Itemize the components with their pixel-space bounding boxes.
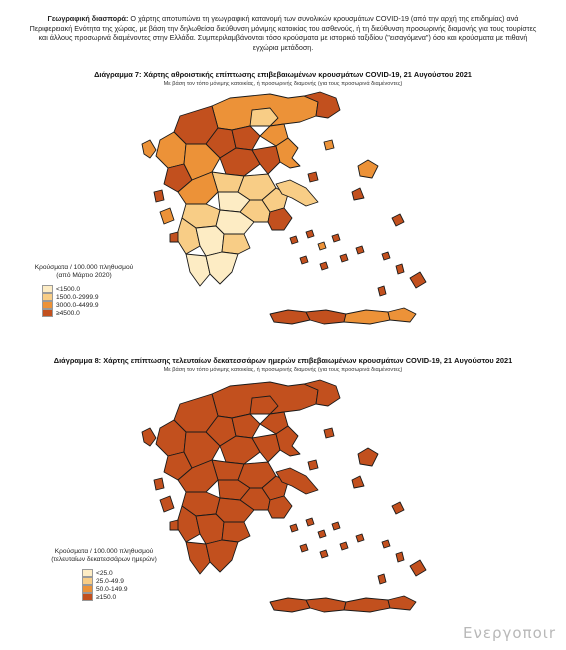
region-shape (392, 214, 404, 226)
region-shape (352, 188, 364, 200)
legend-item (42, 285, 144, 293)
legend-swatch (42, 301, 53, 309)
region-shape (142, 428, 156, 446)
region-shape (270, 310, 310, 324)
region-shape (306, 518, 314, 526)
figure8-title: Διάγραμμα 8: Χάρτης επίπτωσης τελευταίων δεκατεσσάρων ημερών επιβεβαιωμένων κρουσμάτων COVID-19, 21 Αυγούστου 2021 (53, 356, 513, 365)
region-shape (290, 524, 298, 532)
intro-text: Ο χάρτης αποτυπώνει τη γεωγραφική κατανομή των συνολικών κρουσμάτων COVID-19 (από την αρχή της επιδημίας) ανά Περιφερειακή Ενότητα της χώρας, με βάση την δηλωθείσα διεύθυνση μόνιμης κατοικίας του ασθενούς, ή τη διεύθυνση προσωρινής διαμονής για τους τουρίστες και άλλους προσωρινά διαμένοντες στην Ελλάδα. Συμπεριλαμβάνονται τόσο κρούσματα με ιστορικό ταξιδίου ("εισαγόμενα") όσο και κρούσματα με πιθανή εγχώρια μετάδοση. (29, 14, 537, 52)
region-shape (318, 530, 326, 538)
region-shape (160, 208, 174, 224)
legend-swatch (42, 285, 53, 293)
region-shape (356, 246, 364, 254)
region-shape (206, 540, 238, 572)
region-shape (340, 542, 348, 550)
region-shape (396, 264, 404, 274)
legend-item (82, 585, 174, 593)
region-shape (344, 310, 390, 324)
region-shape (268, 208, 292, 230)
figure7-legend (24, 264, 144, 317)
region-shape (320, 262, 328, 270)
legend-label: 25.0-49.9 (96, 577, 124, 585)
region-shape (358, 160, 378, 178)
region-shape (356, 534, 364, 542)
region-shape (232, 126, 260, 150)
region-shape (410, 272, 426, 288)
legend-label: <25.0 (96, 569, 113, 577)
region-shape (382, 540, 390, 548)
figure8-legend (34, 548, 174, 601)
legend-swatch (82, 577, 93, 585)
region-shape (170, 232, 178, 242)
figure7-legend-subtitle: (από Μάρτιο 2020) (56, 272, 112, 279)
legend-label: ≥150.0 (96, 593, 117, 601)
legend-item (42, 309, 144, 317)
region-shape (358, 448, 378, 466)
legend-swatch (82, 593, 93, 601)
region-shape (332, 522, 340, 530)
legend-item (82, 593, 174, 601)
region-shape (308, 172, 318, 182)
region-shape (306, 598, 346, 612)
legend-item (82, 569, 174, 577)
legend-swatch (42, 293, 53, 301)
region-shape (196, 226, 224, 256)
region-shape (332, 234, 340, 242)
region-shape (344, 598, 390, 612)
region-shape (382, 252, 390, 260)
region-shape (388, 308, 416, 322)
region-shape (154, 478, 164, 490)
region-shape (270, 598, 310, 612)
region-shape (154, 190, 164, 202)
region-shape (196, 514, 224, 544)
figure7-title: Διάγραμμα 7: Χάρτης αθροιστικής επίπτωσης επιβεβαιωμένων κρουσμάτων COVID-19, 21 Αυγούστου 2021 (94, 70, 472, 79)
figure8-legend-subtitle: (τελευταίων δεκατεσσάρων ημερών) (51, 556, 157, 563)
legend-swatch (82, 569, 93, 577)
region-shape (378, 286, 386, 296)
region-shape (396, 552, 404, 562)
region-shape (160, 496, 174, 512)
legend-label: <1500.0 (56, 285, 81, 293)
region-shape (268, 496, 292, 518)
region-shape (352, 476, 364, 488)
legend-label: 1500.0-2999.9 (56, 293, 99, 301)
region-shape (324, 428, 334, 438)
region-shape (170, 520, 178, 530)
region-shape (306, 230, 314, 238)
region-shape (222, 234, 250, 254)
region-shape (320, 550, 328, 558)
region-shape (340, 254, 348, 262)
region-shape (290, 236, 298, 244)
watermark-text: Ενεργοποιr (463, 624, 556, 642)
region-shape (318, 242, 326, 250)
legend-label: 50.0-149.9 (96, 585, 128, 593)
intro-label: Γεωγραφική διασπορά: (47, 14, 129, 23)
intro-paragraph (28, 14, 538, 52)
region-shape (300, 256, 308, 264)
legend-swatch (42, 309, 53, 317)
region-shape (388, 596, 416, 610)
legend-item (42, 293, 144, 301)
region-shape (300, 544, 308, 552)
figure7-legend-title: Κρούσματα / 100.000 πληθυσμού (34, 264, 134, 271)
region-shape (232, 414, 260, 438)
legend-swatch (82, 585, 93, 593)
legend-item (42, 301, 144, 309)
figure8-legend-title: Κρούσματα / 100.000 πληθυσμού (54, 548, 154, 555)
legend-label: ≥4500.0 (56, 309, 80, 317)
figure8-subtitle: Με βάση τον τόπο μόνιμης κατοικίας, ή προσωρινής διαμονής (για τους προσωρινά διαμένοντες) (163, 367, 403, 373)
region-shape (378, 574, 386, 584)
region-shape (324, 140, 334, 150)
legend-label: 3000.0-4499.9 (56, 301, 99, 309)
region-shape (222, 522, 250, 542)
region-shape (206, 252, 238, 284)
region-shape (392, 502, 404, 514)
legend-item (82, 577, 174, 585)
region-shape (410, 560, 426, 576)
region-shape (308, 460, 318, 470)
figure7-subtitle: Με βάση τον τόπο μόνιμης κατοικίας, ή προσωρινής διαμονής (για τους προσωρινά διαμένοντες) (163, 81, 403, 87)
region-shape (306, 310, 346, 324)
region-shape (142, 140, 156, 158)
figure7-map (120, 88, 450, 348)
